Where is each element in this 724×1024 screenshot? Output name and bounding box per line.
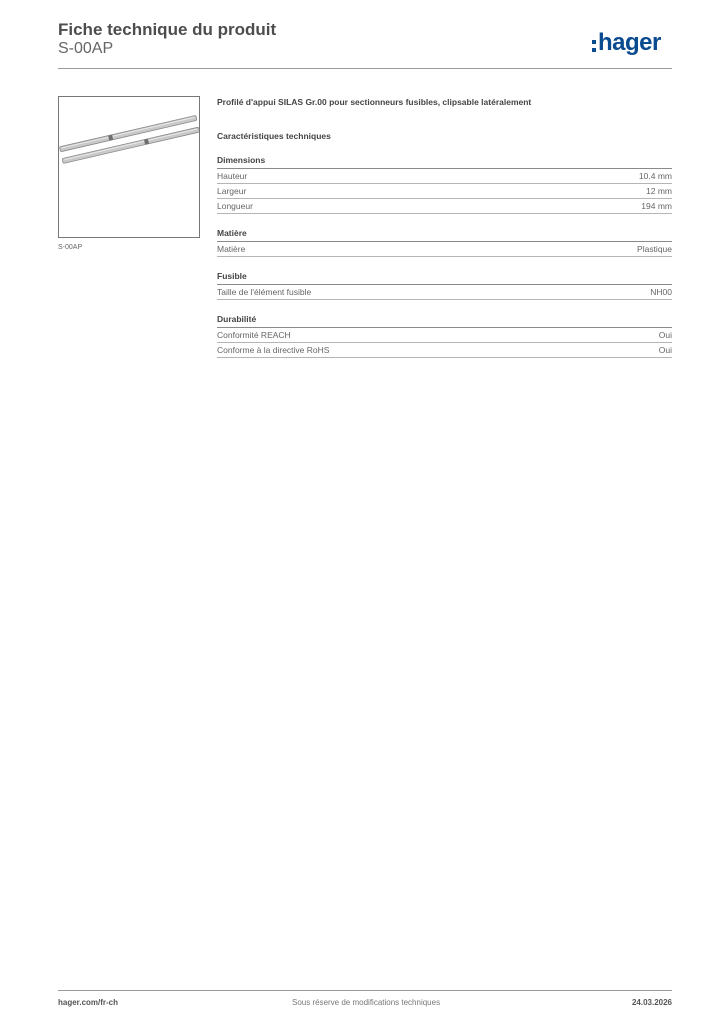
hager-logo[interactable] bbox=[592, 30, 661, 56]
spec-label: Longueur bbox=[217, 201, 253, 211]
footer-notice: Sous réserve de modifications techniques bbox=[292, 998, 441, 1007]
group-dimensions-title: Dimensions bbox=[217, 153, 672, 169]
spec-label: Largeur bbox=[217, 186, 247, 196]
spec-value: Oui bbox=[658, 345, 672, 355]
spec-label: Conforme à la directive RoHS bbox=[217, 345, 330, 355]
spec-value: Oui bbox=[658, 330, 672, 340]
group-material-title: Matière bbox=[217, 226, 672, 242]
logo-text: hager bbox=[598, 29, 661, 56]
spec-row bbox=[217, 184, 672, 199]
spec-value: 194 mm bbox=[641, 201, 672, 211]
group-durability-title: Durabilité bbox=[217, 312, 672, 328]
section-title: Caractéristiques techniques bbox=[217, 131, 331, 141]
spec-row bbox=[217, 343, 672, 358]
product-image-frame bbox=[58, 96, 200, 238]
page-title: Fiche technique du produit bbox=[58, 20, 277, 39]
spec-content bbox=[217, 96, 672, 358]
product-rail-image bbox=[59, 97, 199, 237]
spec-row bbox=[217, 169, 672, 184]
product-description: Profilé d'appui SILAS Gr.00 pour sectionneurs fusibles, clipsable latéralement bbox=[217, 97, 532, 107]
group-fuse-title: Fusible bbox=[217, 269, 672, 285]
spec-label: Hauteur bbox=[217, 171, 248, 181]
spec-value: 12 mm bbox=[646, 186, 672, 196]
spec-label: Conformité REACH bbox=[217, 330, 291, 340]
image-caption: S-00AP bbox=[58, 244, 83, 251]
spec-value: NH00 bbox=[650, 287, 672, 297]
spec-value: 10.4 mm bbox=[638, 171, 672, 181]
spec-value: Plastique bbox=[637, 244, 672, 254]
footer-date: 24.03.2026 bbox=[631, 998, 672, 1007]
product-code: S-00AP bbox=[58, 40, 114, 57]
spec-row bbox=[217, 242, 672, 257]
footer-website-link[interactable]: hager.com/fr-ch bbox=[58, 998, 119, 1007]
spec-row bbox=[217, 328, 672, 343]
spec-label: Matière bbox=[217, 244, 246, 254]
spec-row bbox=[217, 285, 672, 300]
footer-divider bbox=[58, 990, 672, 991]
spec-row bbox=[217, 199, 672, 214]
logo-colon-icon bbox=[592, 40, 596, 52]
header-divider bbox=[58, 68, 672, 69]
spec-label: Taille de l'élément fusible bbox=[217, 287, 312, 297]
